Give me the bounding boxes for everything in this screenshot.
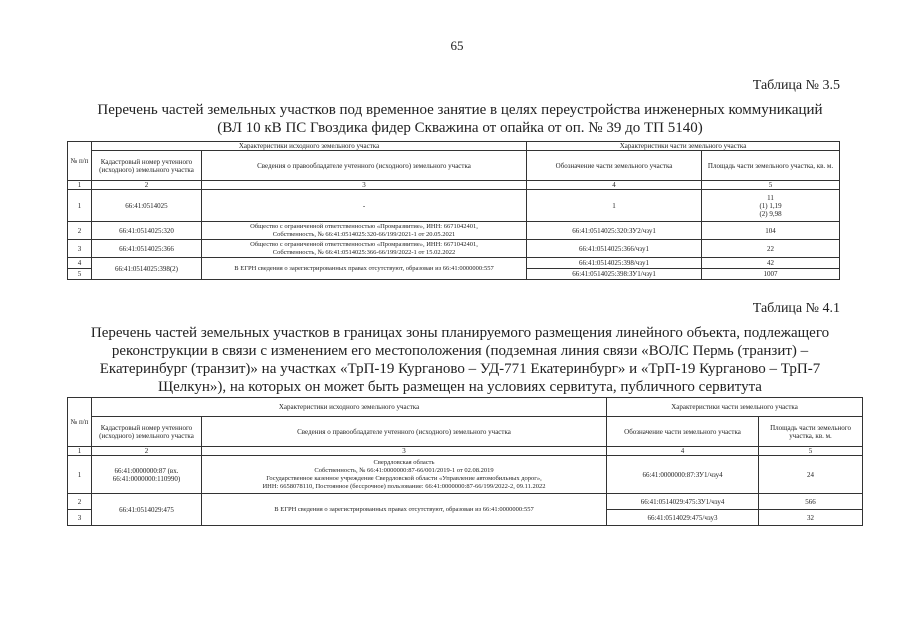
row-num: 3 bbox=[68, 510, 92, 526]
row-num: 4 bbox=[68, 258, 92, 269]
row-designation: 66:41:0514025:398:ЗУ1/чзу1 bbox=[527, 269, 702, 280]
row-cadastral: 66:41:0514025 bbox=[92, 190, 202, 222]
row-num: 1 bbox=[68, 190, 92, 222]
row-owner-line: Собственность, № 66:41:0000000:87-66/001/2019-1 от 02.08.2019 bbox=[314, 466, 494, 474]
row-num: 1 bbox=[68, 456, 92, 494]
row-designation: 1 bbox=[527, 190, 702, 222]
table-3-5-title-line-2: (ВЛ 10 кВ ПС Гвоздика фидер Скважина от опайка от оп. № 39 до ТП 5140) bbox=[217, 120, 703, 136]
header-owner: Сведения о правообладателе учтенного (исходного) земельного участка bbox=[202, 151, 527, 181]
row-area: 1007 bbox=[702, 269, 840, 280]
index-cell: 4 bbox=[607, 447, 759, 456]
table-row bbox=[68, 240, 840, 258]
row-area: 42 bbox=[702, 258, 840, 269]
row-designation: 66:41:0514029:475/чзу3 bbox=[607, 510, 759, 526]
row-num: 5 bbox=[68, 269, 92, 280]
table-row bbox=[68, 190, 840, 222]
header-designation: Обозначение части земельного участка bbox=[607, 417, 759, 447]
row-area-line: 11 bbox=[767, 193, 774, 202]
row-area: 104 bbox=[702, 222, 840, 240]
header-cadastral: Кадастровый номер учтенного (исходного) земельного участка bbox=[92, 417, 202, 447]
table-row bbox=[68, 222, 840, 240]
row-owner-line: ИНН: 6658078110, Постоянное (бессрочное) пользование: 66:41:0000000:87-66/199/2022-2, 09.11.2022 bbox=[262, 482, 546, 490]
row-designation: 66:41:0000000:87:ЗУ1/чзу4 bbox=[607, 456, 759, 494]
row-num: 2 bbox=[68, 494, 92, 510]
table-row bbox=[68, 494, 863, 510]
header-num: № п/п bbox=[68, 142, 92, 181]
row-owner bbox=[202, 222, 527, 240]
row-designation: 66:41:0514025:320:ЗУ2/чзу1 bbox=[527, 222, 702, 240]
index-cell: 2 bbox=[92, 181, 202, 190]
table-4-1-title-line: Перечень частей земельных участков в границах зоны планируемого размещения линейного объекта, подлежащего bbox=[90, 325, 830, 341]
table-row bbox=[68, 456, 863, 494]
row-owner-line: Государственное казенное учреждение Свердловской области «Управление автомобильных дорог», bbox=[266, 474, 542, 482]
row-cadastral: 66:41:0514025:398(2) bbox=[92, 258, 202, 280]
row-cadastral-line: 66:41:0000000:87 (вх. bbox=[114, 466, 179, 475]
index-cell: 3 bbox=[202, 181, 527, 190]
row-owner: - bbox=[202, 190, 527, 222]
row-owner-line: Собственность, № 66:41:0514025:320-66/199/2021-1 от 20.05.2021 bbox=[272, 230, 456, 238]
index-cell: 1 bbox=[68, 181, 92, 190]
index-cell: 5 bbox=[702, 181, 840, 190]
row-owner-line: Общество с ограниченной ответственностью «Промразвитие», ИНН: 6671042401, bbox=[250, 240, 478, 248]
index-row bbox=[68, 447, 863, 456]
table-4-1-title-line: реконструкции в связи с изменением его местоположения (подземная линия связи «ВОЛС Пермь (транзит) – bbox=[111, 343, 809, 359]
table-4-1-label: Таблица № 4.1 bbox=[752, 301, 840, 316]
index-cell: 2 bbox=[92, 447, 202, 456]
row-owner-line: Свердловская область bbox=[373, 458, 435, 466]
row-designation: 66:41:0514029:475:ЗУ1/чзу4 bbox=[607, 494, 759, 510]
row-area bbox=[702, 190, 840, 222]
row-num: 2 bbox=[68, 222, 92, 240]
row-area: 22 bbox=[702, 240, 840, 258]
header-cadastral: Кадастровый номер учтенного (исходного) земельного участка bbox=[92, 151, 202, 181]
table-3-5-label: Таблица № 3.5 bbox=[752, 78, 840, 93]
index-cell: 5 bbox=[759, 447, 863, 456]
index-row bbox=[68, 181, 840, 190]
row-cadastral: 66:41:0514029:475 bbox=[92, 494, 202, 526]
table-4-1-title-line: Екатеринбург (транзит)» на участках «ТрП-19 Курганово – УД-771 Екатеринбург» и «ТрП-19 Курганово – ТрП-7 bbox=[99, 361, 821, 377]
row-area: 24 bbox=[759, 456, 863, 494]
row-cadastral: 66:41:0514025:366 bbox=[92, 240, 202, 258]
row-cadastral: 66:41:0514025:320 bbox=[92, 222, 202, 240]
header-num: № п/п bbox=[68, 398, 92, 447]
row-area: 32 bbox=[759, 510, 863, 526]
row-cadastral bbox=[92, 456, 202, 494]
header-source-group: Характеристики исходного земельного участка bbox=[92, 142, 527, 151]
index-cell: 4 bbox=[527, 181, 702, 190]
table-4-1 bbox=[67, 397, 863, 526]
row-area: 566 bbox=[759, 494, 863, 510]
table-3-5-title bbox=[60, 101, 860, 137]
row-owner: В ЕГРН сведения о зарегистрированных правах отсутствуют, образован из 66:41:0000000:557 bbox=[202, 258, 527, 280]
header-part-group: Характеристики части земельного участка bbox=[607, 398, 863, 417]
row-cadastral-line: 66:41:0000000:110990) bbox=[112, 474, 181, 483]
table-3-5 bbox=[67, 141, 840, 280]
header-source-group: Характеристики исходного земельного участка bbox=[92, 398, 607, 417]
row-owner bbox=[202, 240, 527, 258]
row-owner: В ЕГРН сведения о зарегистрированных правах отсутствуют, образован из 66:41:0000000:557 bbox=[202, 494, 607, 526]
header-area: Площадь части земельного участка, кв. м. bbox=[759, 417, 863, 447]
table-4-1-title-line: Щелкун»), на которых он может быть размещен на условиях сервитута, публичного сервитута bbox=[158, 379, 762, 395]
page-number: 65 bbox=[450, 38, 464, 53]
header-part-group: Характеристики части земельного участка bbox=[527, 142, 840, 151]
index-cell: 1 bbox=[68, 447, 92, 456]
row-owner-line: Собственность, № 66:41:0514025:366-66/199/2022-1 от 15.02.2022 bbox=[272, 248, 456, 256]
row-owner bbox=[202, 456, 607, 494]
index-cell: 3 bbox=[202, 447, 607, 456]
row-num: 3 bbox=[68, 240, 92, 258]
row-area-line: (1) 1,19 bbox=[759, 201, 782, 210]
header-area: Площадь части земельного участка, кв. м. bbox=[702, 151, 840, 181]
row-owner-line: Общество с ограниченной ответственностью «Промразвитие», ИНН: 6671042401, bbox=[250, 222, 478, 230]
row-area-line: (2) 9,98 bbox=[759, 209, 782, 218]
table-4-1-title bbox=[60, 324, 860, 396]
header-designation: Обозначение части земельного участка bbox=[527, 151, 702, 181]
table-3-5-title-line-1: Перечень частей земельных участков под временное занятие в целях переустройства инженерных коммуникаций bbox=[97, 102, 823, 118]
table-row bbox=[68, 258, 840, 269]
header-owner: Сведения о правообладателе учтенного (исходного) земельного участка bbox=[202, 417, 607, 447]
row-designation: 66:41:0514025:398/чзу1 bbox=[527, 258, 702, 269]
row-designation: 66:41:0514025:366/чзу1 bbox=[527, 240, 702, 258]
